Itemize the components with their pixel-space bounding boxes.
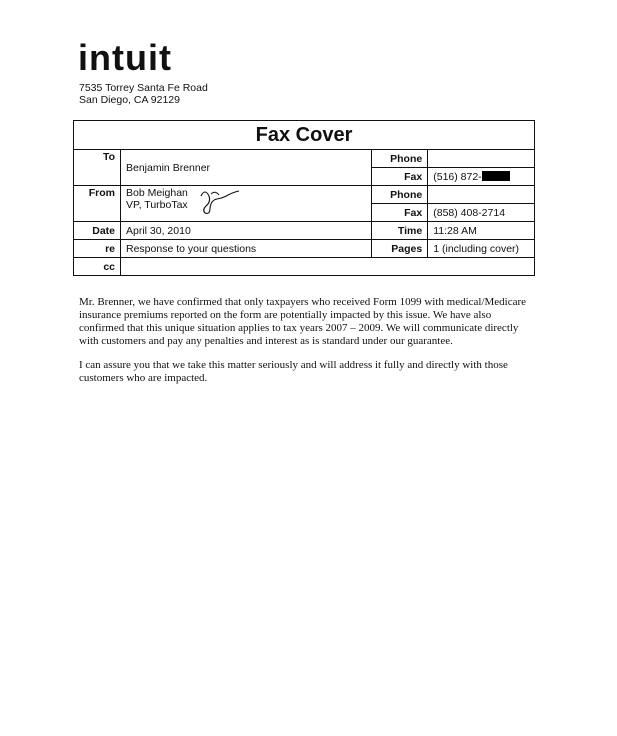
- address-line-2: San Diego, CA 92129: [79, 94, 180, 106]
- from-name: Bob Meighan: [126, 187, 188, 199]
- from-title: VP, TurboTax: [126, 199, 188, 211]
- date-value: April 30, 2010: [121, 222, 372, 240]
- pages-label: Pages: [372, 240, 428, 258]
- cc-value: [121, 258, 535, 276]
- letter-body: [79, 296, 539, 396]
- re-label: re: [74, 240, 121, 258]
- to-label: To: [74, 150, 121, 186]
- from-cell: [121, 186, 372, 222]
- from-fax-label: Fax: [372, 204, 428, 222]
- date-label: Date: [74, 222, 121, 240]
- to-phone-label: Phone: [372, 150, 428, 168]
- to-fax-cell: [428, 168, 535, 186]
- sender-address: [79, 82, 208, 106]
- letter-paragraph-2: I can assure you that we take this matter seriously and will address it fully and directly with those customers who are impacted.: [79, 359, 508, 384]
- to-fax-value: (516) 872-: [433, 170, 482, 183]
- cc-label: cc: [74, 258, 121, 276]
- fax-cover-table: [73, 120, 535, 276]
- from-fax-value: (858) 408-2714: [428, 204, 535, 222]
- from-label: From: [74, 186, 121, 222]
- re-value: Response to your questions: [121, 240, 372, 258]
- fax-cover-title: Fax Cover: [74, 121, 535, 150]
- letter-paragraph-1: Mr. Brenner, we have confirmed that only taxpayers who received Form 1099 with medical/Medicare insurance premiums reported on the form are potentially impacted by this issue. We have also confirmed that this unique situation applies to tax years 2007 – 2009. We will communicate directly with customers and pay any penalties and interest as is standard under our guarantee.: [79, 296, 527, 347]
- from-phone-value: [428, 186, 535, 204]
- redaction-bar: [482, 171, 510, 181]
- time-label: Time: [372, 222, 428, 240]
- time-value: 11:28 AM: [428, 222, 535, 240]
- address-line-1: 7535 Torrey Santa Fe Road: [79, 82, 208, 94]
- to-fax-label: Fax: [372, 168, 428, 186]
- to-phone-value: [428, 150, 535, 168]
- to-value: Benjamin Brenner: [121, 150, 372, 186]
- intuit-logo: intuit: [78, 37, 172, 78]
- signature-mark: [197, 186, 241, 216]
- pages-value: 1 (including cover): [428, 240, 535, 258]
- from-phone-label: Phone: [372, 186, 428, 204]
